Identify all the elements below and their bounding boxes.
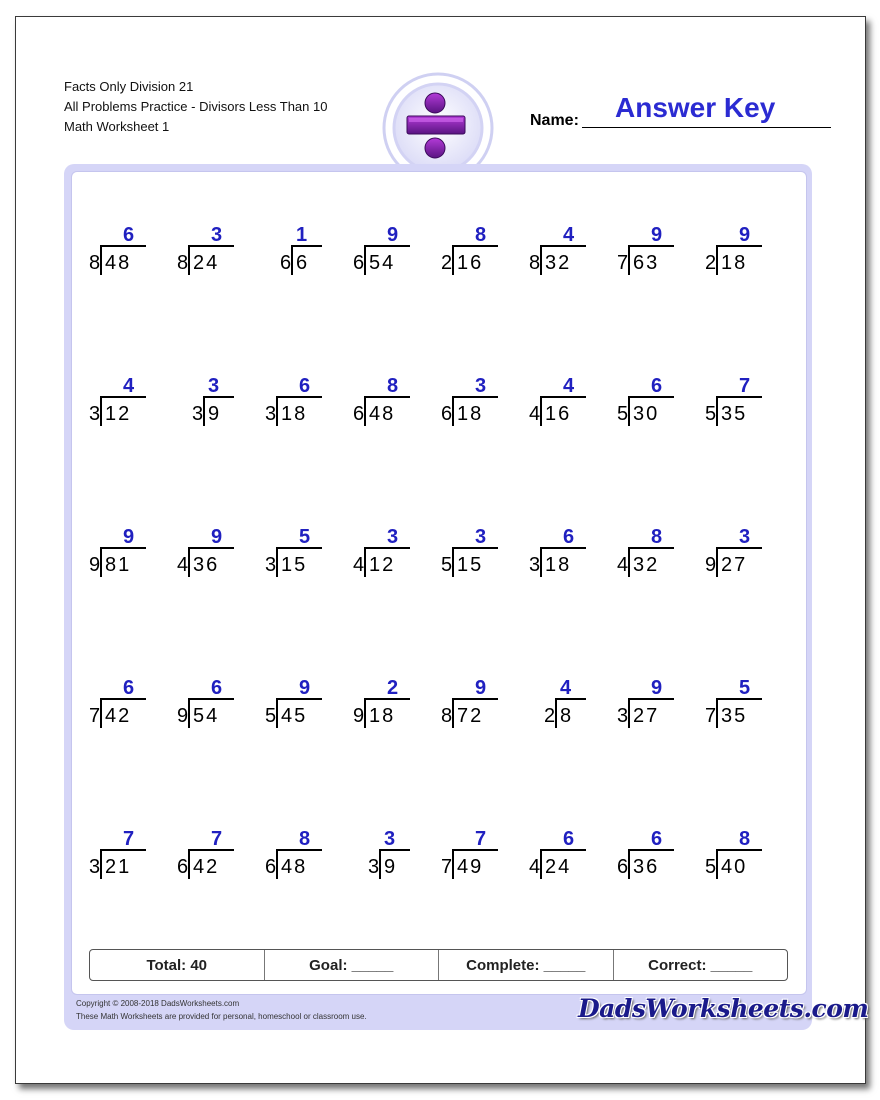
divisor: 2 — [441, 252, 453, 274]
divisor: 5 — [441, 554, 453, 576]
quotient-answer: 9 — [123, 526, 135, 548]
division-problem — [174, 224, 244, 284]
dividend: 15 — [457, 554, 484, 576]
division-problem — [526, 526, 596, 586]
division-problem — [262, 526, 332, 586]
answer-key-label: Answer Key — [615, 92, 776, 123]
dividend: 8 — [560, 705, 574, 727]
dividend: 54 — [193, 705, 220, 727]
divisor: 9 — [705, 554, 717, 576]
quotient-answer: 8 — [387, 375, 399, 397]
quotient-answer: 6 — [299, 375, 311, 397]
quotient-answer: 3 — [384, 828, 396, 850]
divisor: 6 — [177, 856, 189, 878]
quotient-answer: 9 — [299, 677, 311, 699]
dividend: 12 — [369, 554, 396, 576]
worksheet-subtitle: All Problems Practice - Divisors Less Than 10 — [64, 99, 328, 114]
division-problem — [86, 224, 156, 284]
division-problem — [614, 677, 684, 737]
divisor: 7 — [89, 705, 101, 727]
division-problem — [526, 677, 596, 737]
divisor: 8 — [177, 252, 189, 274]
quotient-answer: 8 — [475, 224, 487, 246]
dividend: 48 — [105, 252, 132, 274]
usage-notice: These Math Worksheets are provided for personal, homeschool or classroom use. — [76, 1012, 367, 1021]
quotient-answer: 9 — [211, 526, 223, 548]
dadsworksheets-logo: DadsWorksheets.com — [578, 994, 869, 1023]
score-goal: Goal: _____ — [265, 950, 440, 980]
quotient-answer: 7 — [739, 375, 751, 397]
quotient-answer: 7 — [123, 828, 135, 850]
divisor: 3 — [265, 403, 277, 425]
divisor: 3 — [89, 403, 101, 425]
dividend: 9 — [384, 856, 398, 878]
divisor: 5 — [617, 403, 629, 425]
divisor: 4 — [529, 403, 541, 425]
dividend: 72 — [457, 705, 484, 727]
dividend: 81 — [105, 554, 132, 576]
score-correct: Correct: _____ — [648, 956, 753, 974]
divisor: 3 — [265, 554, 277, 576]
division-problem — [614, 526, 684, 586]
dividend: 27 — [721, 554, 748, 576]
division-problem — [438, 828, 508, 888]
divisor: 8 — [441, 705, 453, 727]
division-problem — [702, 224, 772, 284]
divisor: 6 — [280, 252, 292, 274]
division-problem — [174, 677, 244, 737]
divisor: 3 — [529, 554, 541, 576]
division-problem — [262, 375, 332, 435]
division-problem — [350, 526, 420, 586]
dividend: 30 — [633, 403, 660, 425]
quotient-answer: 3 — [739, 526, 751, 548]
dividend: 63 — [633, 252, 660, 274]
score-bar — [89, 949, 788, 981]
dividend: 48 — [369, 403, 396, 425]
dividend: 15 — [281, 554, 308, 576]
quotient-answer: 6 — [211, 677, 223, 699]
division-problem — [702, 375, 772, 435]
dividend: 45 — [281, 705, 308, 727]
divisor: 9 — [89, 554, 101, 576]
division-problem — [350, 828, 420, 888]
problems-frame — [64, 164, 812, 1030]
quotient-answer: 2 — [387, 677, 399, 699]
division-problem — [438, 526, 508, 586]
dividend: 21 — [105, 856, 132, 878]
quotient-answer: 6 — [563, 828, 575, 850]
division-problem — [438, 224, 508, 284]
dividend: 24 — [193, 252, 220, 274]
division-problem — [702, 828, 772, 888]
quotient-answer: 1 — [296, 224, 308, 246]
score-complete: Complete: _____ — [439, 950, 614, 980]
quotient-answer: 5 — [739, 677, 751, 699]
dividend: 42 — [193, 856, 220, 878]
quotient-answer: 6 — [651, 828, 663, 850]
division-problem — [350, 677, 420, 737]
division-problem — [702, 677, 772, 737]
dividend: 54 — [369, 252, 396, 274]
quotient-answer: 6 — [651, 375, 663, 397]
divisor: 4 — [177, 554, 189, 576]
quotient-answer: 3 — [475, 526, 487, 548]
divisor: 2 — [705, 252, 717, 274]
division-problem — [350, 224, 420, 284]
quotient-answer: 7 — [211, 828, 223, 850]
dividend: 16 — [457, 252, 484, 274]
quotient-answer: 8 — [739, 828, 751, 850]
division-problem — [174, 375, 244, 435]
divisor: 6 — [265, 856, 277, 878]
divisor: 3 — [89, 856, 101, 878]
quotient-answer: 4 — [563, 224, 575, 246]
quotient-answer: 9 — [475, 677, 487, 699]
dividend: 12 — [105, 403, 132, 425]
division-problem — [86, 828, 156, 888]
division-problem — [262, 677, 332, 737]
division-problem — [526, 375, 596, 435]
quotient-answer: 9 — [739, 224, 751, 246]
divisor: 7 — [617, 252, 629, 274]
quotient-answer: 3 — [208, 375, 220, 397]
division-problem — [262, 224, 332, 284]
divisor: 9 — [353, 705, 365, 727]
dividend: 27 — [633, 705, 660, 727]
footer-text — [76, 997, 367, 1023]
division-problem — [86, 677, 156, 737]
quotient-answer: 4 — [560, 677, 572, 699]
divisor: 5 — [705, 403, 717, 425]
divisor: 4 — [617, 554, 629, 576]
dividend: 49 — [457, 856, 484, 878]
divisor: 6 — [353, 252, 365, 274]
dividend: 42 — [105, 705, 132, 727]
quotient-answer: 6 — [123, 677, 135, 699]
quotient-answer: 6 — [563, 526, 575, 548]
quotient-answer: 7 — [475, 828, 487, 850]
dividend: 35 — [721, 403, 748, 425]
divisor: 3 — [192, 403, 204, 425]
division-problem — [86, 526, 156, 586]
divisor: 3 — [617, 705, 629, 727]
dividend: 18 — [281, 403, 308, 425]
quotient-answer: 3 — [475, 375, 487, 397]
division-problem — [438, 677, 508, 737]
quotient-answer: 3 — [387, 526, 399, 548]
copyright-text: Copyright © 2008-2018 DadsWorksheets.com — [76, 999, 240, 1008]
dividend: 32 — [633, 554, 660, 576]
dividend: 24 — [545, 856, 572, 878]
quotient-answer: 3 — [211, 224, 223, 246]
name-label: Name: — [530, 112, 579, 129]
divisor: 5 — [265, 705, 277, 727]
division-problem — [526, 828, 596, 888]
divisor: 6 — [353, 403, 365, 425]
worksheet-header — [64, 77, 327, 137]
divisor: 6 — [441, 403, 453, 425]
divisor: 7 — [441, 856, 453, 878]
divisor: 9 — [177, 705, 189, 727]
division-problem — [438, 375, 508, 435]
divisor: 6 — [617, 856, 629, 878]
division-problem — [350, 375, 420, 435]
dividend: 36 — [633, 856, 660, 878]
quotient-answer: 8 — [651, 526, 663, 548]
dividend: 36 — [193, 554, 220, 576]
dividend: 32 — [545, 252, 572, 274]
dividend: 16 — [545, 403, 572, 425]
divisor: 7 — [705, 705, 717, 727]
quotient-answer: 4 — [563, 375, 575, 397]
division-problem — [614, 224, 684, 284]
score-total: Total: 40 — [90, 950, 265, 980]
division-problem — [614, 375, 684, 435]
quotient-answer: 4 — [123, 375, 135, 397]
quotient-answer: 8 — [299, 828, 311, 850]
quotient-answer: 6 — [123, 224, 135, 246]
dividend: 18 — [457, 403, 484, 425]
divisor: 8 — [529, 252, 541, 274]
dividend: 18 — [545, 554, 572, 576]
divisor: 3 — [368, 856, 380, 878]
dividend: 48 — [281, 856, 308, 878]
divisor: 2 — [544, 705, 556, 727]
divisor: 4 — [353, 554, 365, 576]
division-problem — [262, 828, 332, 888]
dividend: 18 — [721, 252, 748, 274]
dividend: 18 — [369, 705, 396, 727]
dividend: 40 — [721, 856, 748, 878]
worksheet-number: Math Worksheet 1 — [64, 119, 170, 134]
dividend: 9 — [208, 403, 222, 425]
dividend: 6 — [296, 252, 310, 274]
quotient-answer: 5 — [299, 526, 311, 548]
divisor: 5 — [705, 856, 717, 878]
dividend: 35 — [721, 705, 748, 727]
divisor: 8 — [89, 252, 101, 274]
quotient-answer: 9 — [651, 224, 663, 246]
division-problem — [174, 526, 244, 586]
division-problem — [614, 828, 684, 888]
quotient-answer: 9 — [387, 224, 399, 246]
divisor: 4 — [529, 856, 541, 878]
quotient-answer: 9 — [651, 677, 663, 699]
name-field-line[interactable] — [582, 127, 831, 128]
division-problem — [526, 224, 596, 284]
worksheet-title: Facts Only Division 21 — [64, 79, 194, 94]
division-problem — [86, 375, 156, 435]
division-problem — [174, 828, 244, 888]
division-problem — [702, 526, 772, 586]
